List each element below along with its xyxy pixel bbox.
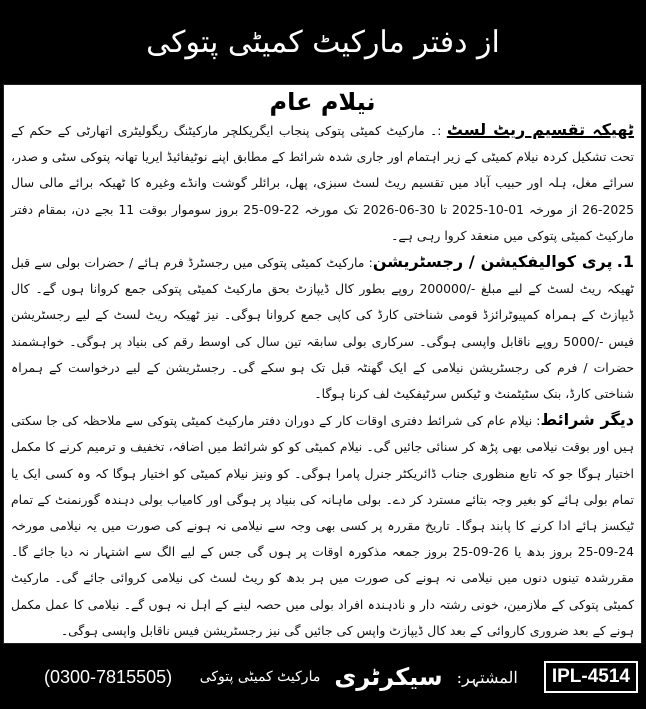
- other-conditions-title: دیگر شرائط: [540, 410, 634, 430]
- footer-bar: [0, 645, 646, 709]
- signature-block: [200, 663, 518, 691]
- rate-list-title: ٹھیکہ تقسیم ریٹ لسٹ: [446, 120, 634, 139]
- prequalification-text: مارکیٹ کمیٹی پتوکی میں رجسٹرڈ فرم ہائے / حضرات بولی سے قبل ٹھیکہ ریٹ لسٹ کے لیے مبلغ -/200000 روپے بطور کال ڈیپازٹ بحق مارکیٹ کمیٹی پتوکی جمع کروانا ہوں گے۔ کال ڈیپازٹ کے ہمراہ کمپیوٹرائزڈ قومی شناختی کارڈ کی کاپی جمع کروانا ہوگی۔ نیز ٹھیکہ ریٹ لسٹ کے لیے رجسٹریشن فیس -/5000 روپے ناقابل واپسی ہوگی۔ سرکاری بولی سابقہ تین سال کی اوسط رقم کی بنیاد پر ہوگی۔ خواہشمند حضرات / فرم کی رجسٹریشن نیلامی کے ایک گھنٹہ قبل تک ہو سکے گی۔ رجسٹریشن کے لیے درخواست کے ہمراہ شناختی کارڈ، بنک سٹیٹمنٹ و ٹیکس سرٹیفکیٹ لف کرنا ہوگا۔: [11, 255, 635, 402]
- other-conditions-separator: :: [532, 413, 541, 429]
- prequalification-paragraph: [11, 249, 634, 407]
- notice-panel: [3, 84, 642, 644]
- notice-heading: نیلام عام: [269, 88, 376, 116]
- rate-list-text: مارکیٹ کمیٹی پتوکی پنجاب ایگریکلچر مارکیٹنگ ریگولیٹری اتھارٹی کے حکم کے تحت تشکیل کردہ نیلام کمیٹی کے زیر اہتمام اور جاری شدہ شرائط کے مطابق اپنے نوٹیفائیڈ ایریا تھانہ پتوکی سٹی و صدر، سرائے مغل، ہلہ اور حبیب آباد میں تقسیم ریٹ لسٹ سبزی، پھل، برائلر گوشت وانڈے وغیرہ کا ٹھیکہ برائے مالی سال 2025-26 از مورخہ 01-10-2025 تا 30-06-2026 تک مورخہ 22-09-25 بروز سوموار بوقت 11 بجے دن، بمقام دفتر مارکیٹ کمیٹی پتوکی میں منعقد کروا رہی ہے۔: [11, 123, 635, 243]
- secretary-org: مارکیٹ کمیٹی پتوکی: [199, 669, 321, 685]
- prequalification-title: پری کوالیفکیشن / رجسٹریشن: [372, 252, 613, 272]
- other-conditions-paragraph: [11, 407, 634, 644]
- footer-right-group: [200, 661, 638, 693]
- prequalification-number: 1.: [616, 252, 634, 272]
- header-banner: [0, 0, 646, 84]
- office-title: از دفتر مارکیٹ کمیٹی پتوکی: [146, 24, 500, 60]
- secretary-title: سیکرٹری: [334, 663, 443, 691]
- ipl-code-badge: IPL-4514: [544, 661, 638, 693]
- notice-body: [4, 117, 641, 644]
- rate-list-separator: :۔: [430, 123, 447, 138]
- prequalification-separator: :: [364, 255, 373, 271]
- rate-list-paragraph: [11, 117, 634, 249]
- other-conditions-text: نیلام عام کی شرائط دفتری اوقات کار کے دوران دفتر مارکیٹ کمیٹی پتوکی سے ملاحظہ کی جا سکتی ہیں اور بوقت نیلامی بھی پڑھ کر سنائی جائیں گی۔ نیلام کمیٹی کو کو شرائط میں اضافہ، تخفیف و ترمیم کرنے کا مکمل اختیار ہوگا جو کہ تابع منظوری جناب ڈائریکٹر جنرل پامرا ہوگی۔ کو ونیز نیلام کمیٹی کو اختیار ہوگا کہ وہ کسی ایک یا تمام بولی ہائے کو بغیر وجہ بتائے مسترد کر دے۔ بولی ماہانہ کی بنیاد پر ہوگی اور کامیاب بولی دہندہ گورنمنٹ کے تمام ٹیکسز ہائے ادا کرنے کا پابند ہوگا۔ تاریخ مقررہ پر کسی بھی وجہ سے نیلامی نہ ہونے کی صورت میں یہ نیلامی مورخہ 24-09-25 بروز بدھ یا 26-09-25 بروز جمعہ مذکورہ اوقات پر ہوں گی جس کے لیے الگ سے اشتہار نہ دیا جائے گا۔ مقررشدہ تینوں دنوں میں نیلامی نہ ہونے کی صورت میں ہر بدھ کو ریٹ لسٹ کی نیلامی کروائی جائے گی۔ مارکیٹ کمیٹی پتوکی کے ملازمین، خونی رشتہ دار و نادہندہ افراد بولی میں حصہ لینے کے اہل نہ ہوں گے۔ نیلامی کا عمل مکمل ہونے کے بعد ضروری کاروائی کے بعد کال ڈیپازٹ واپس کی جائیں گی نیز رجسٹریشن فیس ناقابل واپسی ہوگی۔: [11, 413, 635, 638]
- phone-number: (0300-7815505): [44, 666, 173, 687]
- publisher-label: المشتہر:: [456, 667, 518, 687]
